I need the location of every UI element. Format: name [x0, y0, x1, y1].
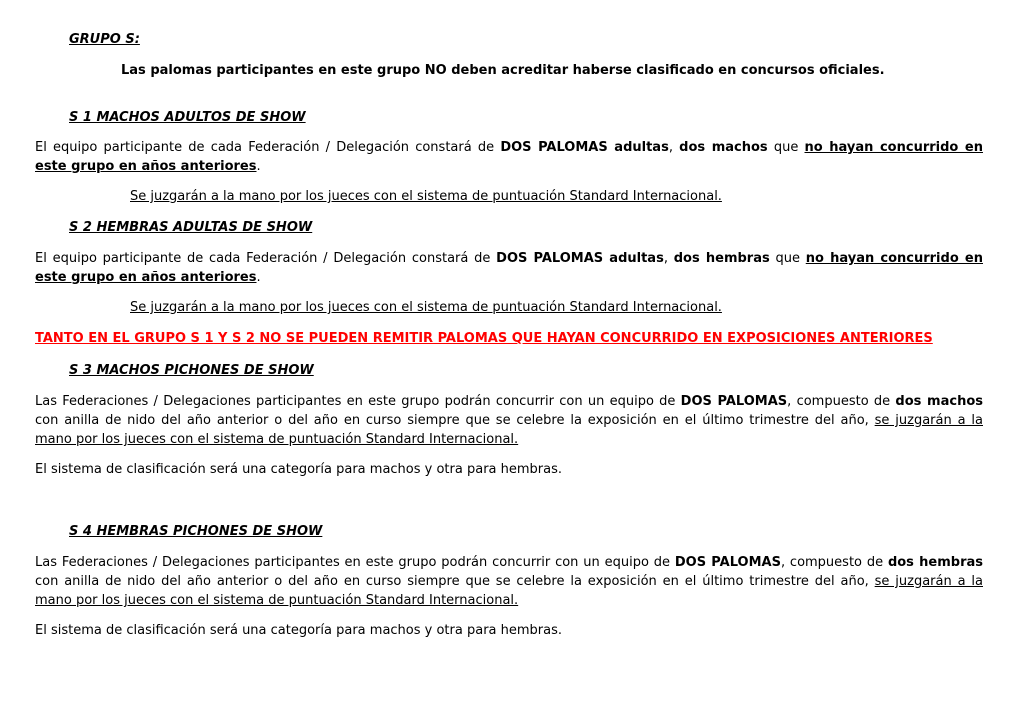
intro-text: Las palomas participantes en este grupo NO deben acreditar haberse clasificado en concursos oficiales.: [121, 63, 885, 78]
s3-classification: El sistema de clasificación será una categoría para machos y otra para hembras.: [35, 462, 563, 477]
s3-heading: S 3 MACHOS PICHONES DE SHOW: [69, 363, 314, 378]
grupo-title: GRUPO S:: [69, 32, 140, 47]
s2-paragraph-line2: este grupo en años anteriores.: [35, 270, 261, 285]
s1-judging-note: Se juzgarán a la mano por los jueces con el sistema de puntuación Standard Internacional.: [130, 189, 722, 204]
s1-paragraph-line1: El equipo participante de cada Federación / Delegación constará de DOS PALOMAS adultas, dos machos que no hayan concurrido en: [35, 140, 983, 155]
s2-paragraph-line1: El equipo participante de cada Federación / Delegación constará de DOS PALOMAS adultas, dos hembras que no hayan concurrido en: [35, 251, 983, 266]
s3-paragraph-line2: con anilla de nido del año anterior o del año en curso siempre que se celebre la exposición en el último trimestre del año, se juzgarán a la: [35, 413, 983, 428]
s2-heading: S 2 HEMBRAS ADULTAS DE SHOW: [69, 220, 313, 235]
s1-heading: S 1 MACHOS ADULTOS DE SHOW: [69, 110, 306, 125]
s4-paragraph-line3: mano por los jueces con el sistema de puntuación Standard Internacional.: [35, 593, 519, 608]
s4-paragraph-line2: con anilla de nido del año anterior o del año en curso siempre que se celebre la exposición en el último trimestre del año, se juzgarán a la: [35, 574, 983, 589]
s1-paragraph-line2: este grupo en años anteriores.: [35, 159, 261, 174]
warning-text: TANTO EN EL GRUPO S 1 Y S 2 NO SE PUEDEN REMITIR PALOMAS QUE HAYAN CONCURRIDO EN EXPOSICIONES ANTERIORES: [35, 331, 933, 346]
s3-paragraph-line1: Las Federaciones / Delegaciones participantes en este grupo podrán concurrir con un equipo de DOS PALOMAS, compuesto de dos machos: [35, 394, 984, 409]
s3-paragraph-line3: mano por los jueces con el sistema de puntuación Standard Internacional.: [35, 432, 519, 447]
s4-classification: El sistema de clasificación será una categoría para machos y otra para hembras.: [35, 623, 563, 638]
s4-heading: S 4 HEMBRAS PICHONES DE SHOW: [69, 524, 323, 539]
s2-judging-note: Se juzgarán a la mano por los jueces con el sistema de puntuación Standard Internacional.: [130, 300, 722, 315]
s4-paragraph-line1: Las Federaciones / Delegaciones participantes en este grupo podrán concurrir con un equipo de DOS PALOMAS, compuesto de dos hembras: [35, 555, 983, 570]
